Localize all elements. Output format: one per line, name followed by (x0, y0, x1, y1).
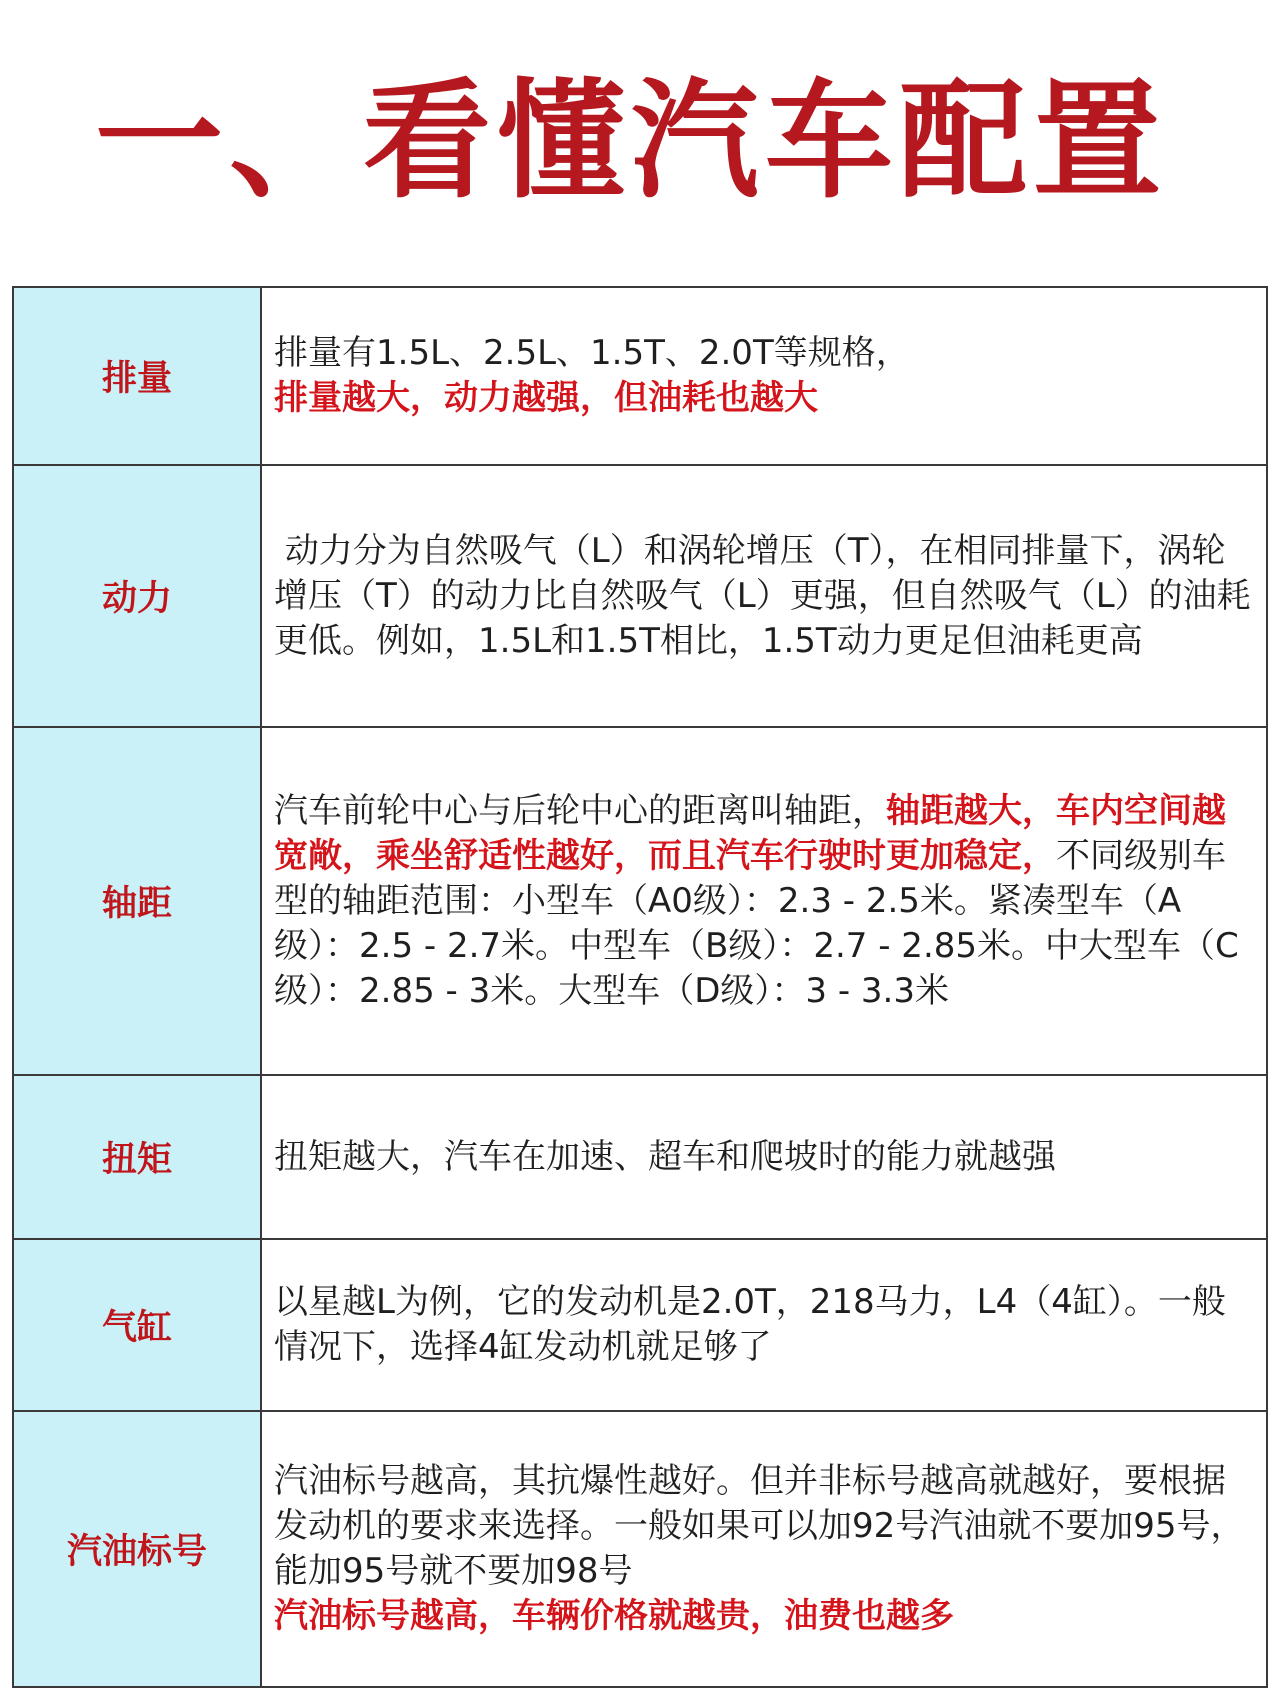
row-highlight: 排量越大，动力越强，但油耗也越大 (274, 378, 818, 418)
row-text: 动力分为自然吸气（L）和涡轮增压（T），在相同排量下，涡轮增压（T）的动力比自然吸气（L）更强，但自然吸气（L）的油耗更低。例如，1.5L和1.5T相比，1.5T动力更足但油耗更高 (274, 530, 1251, 661)
row-content-torque (261, 1075, 1267, 1239)
row-text: 排量有1.5L、2.5L、1.5T、2.0T等规格， (274, 333, 910, 373)
row-content-octane (261, 1411, 1267, 1687)
row-label-displacement: 排量 (13, 287, 261, 465)
row-label-wheelbase: 轴距 (13, 727, 261, 1075)
row-text: 汽油标号越高，其抗爆性越好。但并非标号越高就越好，要根据发动机的要求来选择。一般如果可以加92号汽油就不要加95号，能加95号就不要加98号 (274, 1461, 1245, 1591)
row-highlight: 汽油标号越高，车辆价格就越贵，油费也越多 (274, 1596, 954, 1636)
row-content-cylinder (261, 1239, 1267, 1411)
table-row (13, 287, 1267, 465)
table-row (13, 727, 1267, 1075)
row-text-2: 不同级别车型的轴距范围：小型车（A0级）：2.3 - 2.5米。紧凑型车（A级）：2.5 - 2.7米。中型车（B级）：2.7 - 2.85米。中大型车（C级）：2.85 - 3米。大型车（D级）：3 - 3.3米 (274, 835, 1239, 1011)
table-row (13, 1075, 1267, 1239)
row-content-displacement (261, 287, 1267, 465)
table-row (13, 465, 1267, 727)
row-label-cylinder: 气缸 (13, 1239, 261, 1411)
config-table (12, 286, 1268, 1688)
table-row (13, 1239, 1267, 1411)
row-text: 汽车前轮中心与后轮中心的距离叫轴距， (274, 790, 886, 831)
row-text: 以星越L为例，它的发动机是2.0T，218马力，L4（4缸）。一般情况下，选择4缸发动机就足够了 (274, 1282, 1226, 1367)
row-label-power: 动力 (13, 465, 261, 727)
row-text: 扭矩越大，汽车在加速、超车和爬坡时的能力就越强 (274, 1136, 1056, 1177)
row-label-octane: 汽油标号 (13, 1411, 261, 1687)
table-row (13, 1411, 1267, 1687)
row-highlight: 轴距越大，车内空间越宽敞，乘坐舒适性越好，而且汽车行驶时更加稳定， (274, 790, 1226, 876)
row-content-power (261, 465, 1267, 727)
page-title: 一、看懂汽车配置 (95, 67, 1168, 216)
row-label-torque: 扭矩 (13, 1075, 261, 1239)
row-content-wheelbase (261, 727, 1267, 1075)
